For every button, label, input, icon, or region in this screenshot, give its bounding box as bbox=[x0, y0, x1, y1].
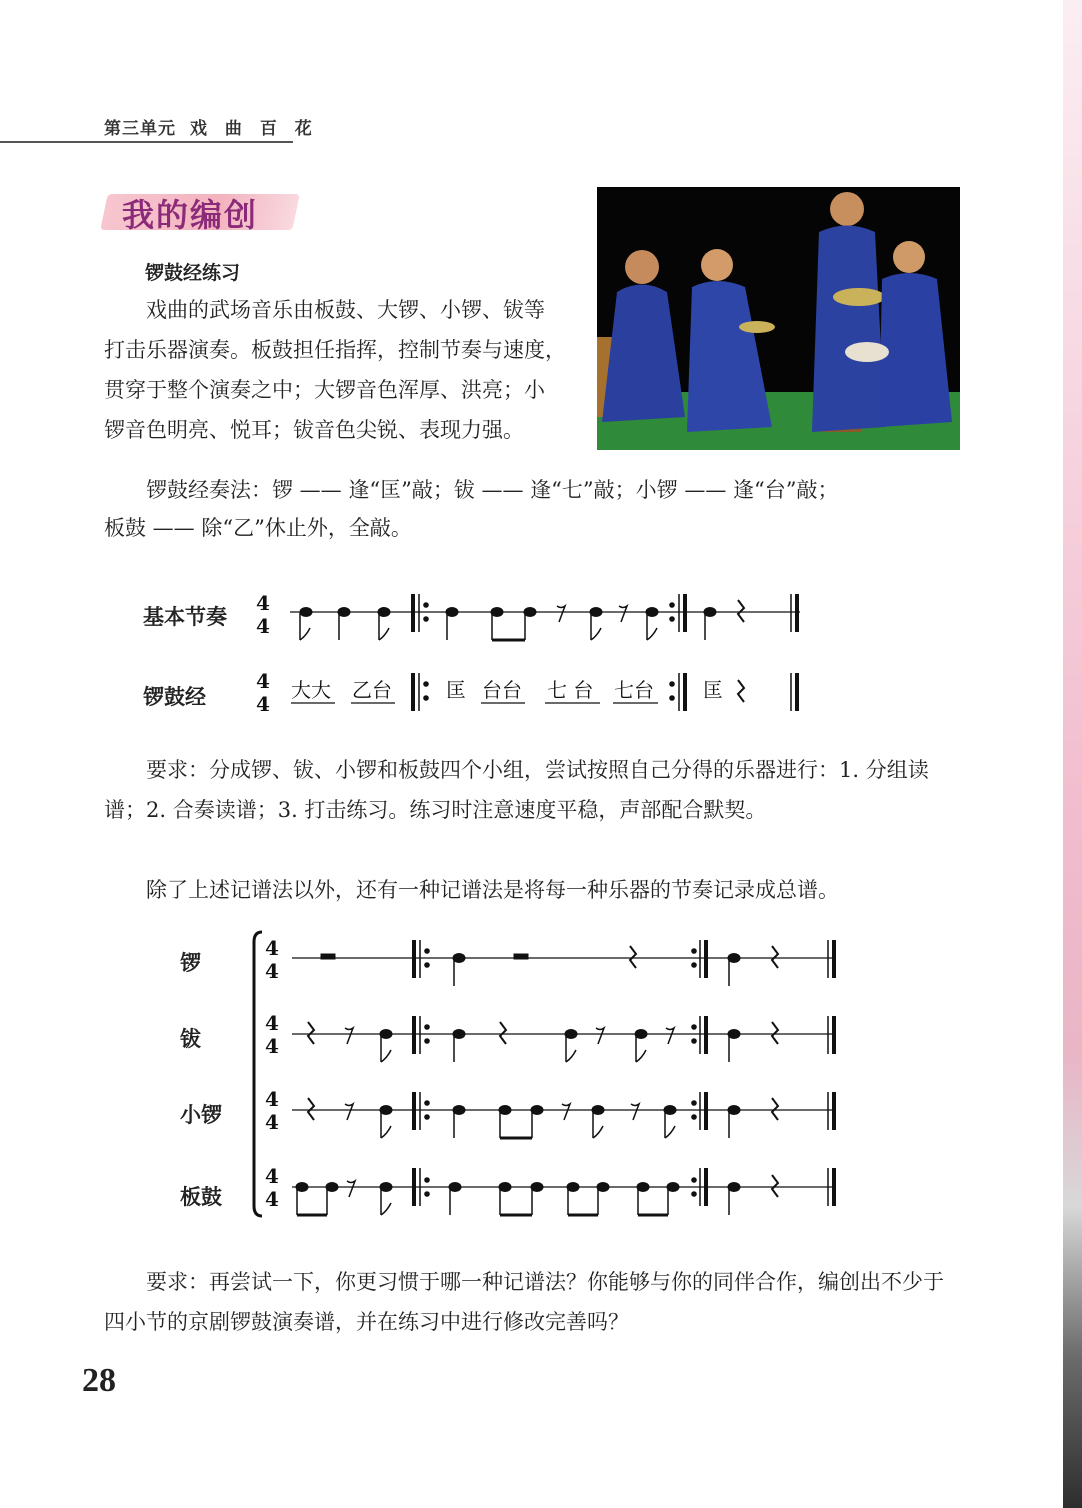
unit-title: 戏 曲 百 花 bbox=[190, 119, 318, 139]
instrument-label-cymbal: 钹 bbox=[180, 1027, 201, 1051]
instrument-label-gong: 锣 bbox=[180, 951, 201, 975]
svg-text:4: 4 bbox=[265, 1164, 279, 1188]
intro-line-4: 锣音色明亮、悦耳；钹音色尖锐、表现力强。 bbox=[104, 418, 524, 442]
transition-text: 除了上述记谱法以外，还有一种记谱法是将每一种乐器的节奏记录成总谱。 bbox=[146, 878, 839, 902]
page-number: 28 bbox=[82, 1362, 116, 1399]
intro-line-1: 戏曲的武场音乐由板鼓、大锣、小锣、钹等 bbox=[146, 298, 545, 322]
timesig-top: 4 bbox=[256, 591, 270, 615]
svg-text:4: 4 bbox=[265, 1011, 279, 1035]
requirement2-line-1: 要求：再尝试一下，你更习惯于哪一种记谱法？你能够与你的同伴合作，编创出不少于 bbox=[146, 1270, 944, 1294]
method-line-2: 板鼓 —— 除“乙”休止外，全敲。 bbox=[104, 516, 412, 540]
svg-text:4: 4 bbox=[265, 936, 279, 960]
syllable-qi-tai: 七 台 bbox=[547, 678, 594, 702]
svg-text:4: 4 bbox=[265, 1187, 279, 1211]
row-label-luogujing: 锣鼓经 bbox=[143, 685, 206, 709]
score1-basic-rhythm bbox=[256, 591, 800, 640]
syllable-taitai: 台台 bbox=[482, 678, 522, 702]
requirement2-line-2: 四小节的京剧锣鼓演奏谱，并在练习中进行修改完善吗？ bbox=[104, 1310, 629, 1334]
requirement1-line-2: 谱；2. 合奏读谱；3. 打击练习。练习时注意速度平稳，声部配合默契。 bbox=[104, 798, 767, 822]
subheading: 锣鼓经练习 bbox=[145, 262, 241, 284]
syllable-qitai: 七台 bbox=[614, 678, 654, 702]
svg-text:4: 4 bbox=[265, 1034, 279, 1058]
svg-text:4: 4 bbox=[256, 669, 270, 693]
requirement1-line-1: 要求：分成锣、钹、小锣和板鼓四个小组，尝试按照自己分得的乐器进行：1. 分组读 bbox=[146, 758, 929, 782]
intro-line-2: 打击乐器演奏。板鼓担任指挥，控制节奏与速度， bbox=[104, 338, 566, 362]
syllable-kuang: 匡 bbox=[446, 678, 466, 702]
syllable-kuang-final: 匡 bbox=[703, 678, 723, 702]
svg-text:4: 4 bbox=[265, 959, 279, 983]
instrument-label-bangu: 板鼓 bbox=[180, 1185, 222, 1209]
unit-label: 第三单元 bbox=[104, 119, 176, 139]
intro-line-3: 贯穿于整个演奏之中；大锣音色浑厚、洪亮；小 bbox=[104, 378, 545, 402]
svg-text:4: 4 bbox=[265, 1087, 279, 1111]
svg-text:4: 4 bbox=[265, 1110, 279, 1134]
score1-luogujing bbox=[256, 669, 797, 716]
instrument-label-small-gong: 小锣 bbox=[180, 1103, 222, 1127]
syllable-yitai: 乙台 bbox=[352, 678, 392, 702]
svg-text:4: 4 bbox=[256, 692, 270, 716]
section-title: 我的编创 bbox=[122, 196, 259, 234]
score2-full-score bbox=[254, 932, 836, 1216]
method-line-1: 锣鼓经奏法：锣 —— 逢“匡”敲；钹 —— 逢“七”敲；小锣 —— 逢“台”敲； bbox=[146, 478, 839, 502]
timesig-bottom: 4 bbox=[256, 614, 270, 638]
row-label-basic-rhythm: 基本节奏 bbox=[143, 605, 227, 629]
syllable-dada: 大大 bbox=[291, 678, 331, 702]
